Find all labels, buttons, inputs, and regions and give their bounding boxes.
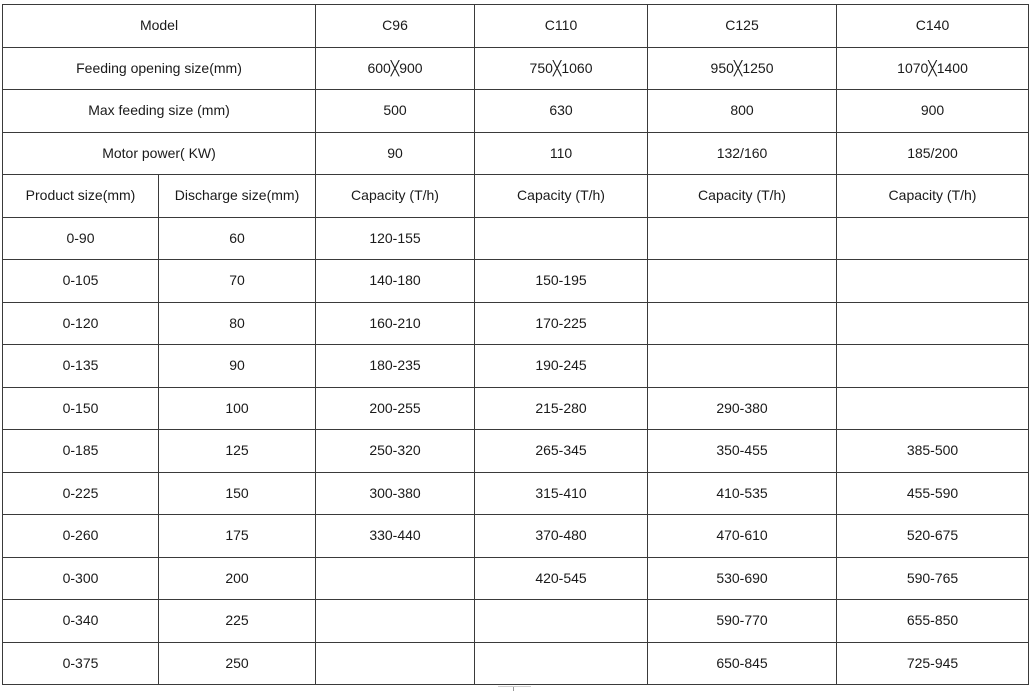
max-feeding-row — [3, 90, 1029, 133]
spec-value-cell: 630 — [475, 90, 648, 133]
product-size-header: Product size(mm) — [3, 175, 159, 218]
product-size-cell: 0-225 — [3, 472, 159, 515]
product-size-cell: 0-135 — [3, 345, 159, 388]
capacity-cell — [316, 642, 475, 685]
discharge-size-header: Discharge size(mm) — [159, 175, 316, 218]
capacity-cell: 120-155 — [316, 217, 475, 260]
capacity-cell — [648, 260, 837, 303]
capacity-cell: 455-590 — [837, 472, 1029, 515]
discharge-size-cell: 225 — [159, 600, 316, 643]
capacity-cell — [837, 345, 1029, 388]
capacity-cell: 300-380 — [316, 472, 475, 515]
capacity-cell — [648, 302, 837, 345]
spec-value-cell: 950╳1250 — [648, 47, 837, 90]
capacity-cell: 330-440 — [316, 515, 475, 558]
table-row — [3, 430, 1029, 473]
table-row — [3, 345, 1029, 388]
spec-value-cell: 185/200 — [837, 132, 1029, 175]
product-size-cell: 0-375 — [3, 642, 159, 685]
capacity-cell: 520-675 — [837, 515, 1029, 558]
product-size-cell: 0-90 — [3, 217, 159, 260]
spec-value-cell: 90 — [316, 132, 475, 175]
capacity-cell: 160-210 — [316, 302, 475, 345]
capacity-cell — [837, 217, 1029, 260]
spec-value-cell: 600╳900 — [316, 47, 475, 90]
model-row — [3, 5, 1029, 48]
product-size-cell: 0-300 — [3, 557, 159, 600]
capacity-cell: 315-410 — [475, 472, 648, 515]
capacity-cell: 725-945 — [837, 642, 1029, 685]
capacity-cell: 290-380 — [648, 387, 837, 430]
capacity-cell: 190-245 — [475, 345, 648, 388]
spec-label-cell: Max feeding size (mm) — [3, 90, 316, 133]
product-size-cell: 0-340 — [3, 600, 159, 643]
capacity-cell — [648, 345, 837, 388]
jaw-crusher-spec-table — [2, 4, 1029, 685]
table-row — [3, 260, 1029, 303]
capacity-cell: 215-280 — [475, 387, 648, 430]
spec-label-cell: Feeding opening size(mm) — [3, 47, 316, 90]
capacity-cell: 150-195 — [475, 260, 648, 303]
capacity-cell: 420-545 — [475, 557, 648, 600]
table-row — [3, 302, 1029, 345]
product-size-cell: 0-185 — [3, 430, 159, 473]
discharge-size-cell: 175 — [159, 515, 316, 558]
table-row — [3, 472, 1029, 515]
product-size-cell: 0-105 — [3, 260, 159, 303]
model-c110: C110 — [475, 5, 648, 48]
capacity-cell — [837, 302, 1029, 345]
page-edge-artifact — [498, 686, 531, 692]
capacity-cell: 590-770 — [648, 600, 837, 643]
table-row — [3, 557, 1029, 600]
capacity-cell — [316, 557, 475, 600]
spec-value-cell: 132/160 — [648, 132, 837, 175]
capacity-cell — [837, 387, 1029, 430]
capacity-header: Capacity (T/h) — [316, 175, 475, 218]
capacity-cell: 350-455 — [648, 430, 837, 473]
spec-value-cell: 1070╳1400 — [837, 47, 1029, 90]
table-row — [3, 642, 1029, 685]
capacity-cell — [837, 260, 1029, 303]
discharge-size-cell: 125 — [159, 430, 316, 473]
capacity-header-row — [3, 175, 1029, 218]
capacity-header: Capacity (T/h) — [837, 175, 1029, 218]
capacity-header: Capacity (T/h) — [475, 175, 648, 218]
capacity-cell: 265-345 — [475, 430, 648, 473]
discharge-size-cell: 80 — [159, 302, 316, 345]
capacity-cell: 200-255 — [316, 387, 475, 430]
capacity-cell: 250-320 — [316, 430, 475, 473]
discharge-size-cell: 100 — [159, 387, 316, 430]
model-c125: C125 — [648, 5, 837, 48]
capacity-cell: 140-180 — [316, 260, 475, 303]
discharge-size-cell: 60 — [159, 217, 316, 260]
capacity-cell — [316, 600, 475, 643]
model-c140: C140 — [837, 5, 1029, 48]
product-size-cell: 0-150 — [3, 387, 159, 430]
capacity-cell: 470-610 — [648, 515, 837, 558]
capacity-cell — [648, 217, 837, 260]
capacity-cell — [475, 642, 648, 685]
capacity-cell: 530-690 — [648, 557, 837, 600]
model-c96: C96 — [316, 5, 475, 48]
discharge-size-cell: 200 — [159, 557, 316, 600]
spec-value-cell: 800 — [648, 90, 837, 133]
product-size-cell: 0-260 — [3, 515, 159, 558]
capacity-cell: 410-535 — [648, 472, 837, 515]
discharge-size-cell: 150 — [159, 472, 316, 515]
spec-label-cell: Motor power( KW) — [3, 132, 316, 175]
feeding-opening-row — [3, 47, 1029, 90]
capacity-cell: 180-235 — [316, 345, 475, 388]
capacity-rows — [3, 217, 1029, 685]
spec-value-cell: 110 — [475, 132, 648, 175]
table-row — [3, 387, 1029, 430]
motor-power-row — [3, 132, 1029, 175]
capacity-cell: 170-225 — [475, 302, 648, 345]
capacity-cell: 650-845 — [648, 642, 837, 685]
capacity-cell: 385-500 — [837, 430, 1029, 473]
spec-value-cell: 750╳1060 — [475, 47, 648, 90]
capacity-header: Capacity (T/h) — [648, 175, 837, 218]
table-row — [3, 217, 1029, 260]
discharge-size-cell: 250 — [159, 642, 316, 685]
table-row — [3, 600, 1029, 643]
capacity-cell: 655-850 — [837, 600, 1029, 643]
capacity-cell — [475, 600, 648, 643]
product-size-cell: 0-120 — [3, 302, 159, 345]
spec-value-cell: 500 — [316, 90, 475, 133]
capacity-cell — [475, 217, 648, 260]
capacity-cell: 370-480 — [475, 515, 648, 558]
capacity-cell: 590-765 — [837, 557, 1029, 600]
discharge-size-cell: 70 — [159, 260, 316, 303]
discharge-size-cell: 90 — [159, 345, 316, 388]
spec-value-cell: 900 — [837, 90, 1029, 133]
model-label-cell: Model — [3, 5, 316, 48]
table-row — [3, 515, 1029, 558]
